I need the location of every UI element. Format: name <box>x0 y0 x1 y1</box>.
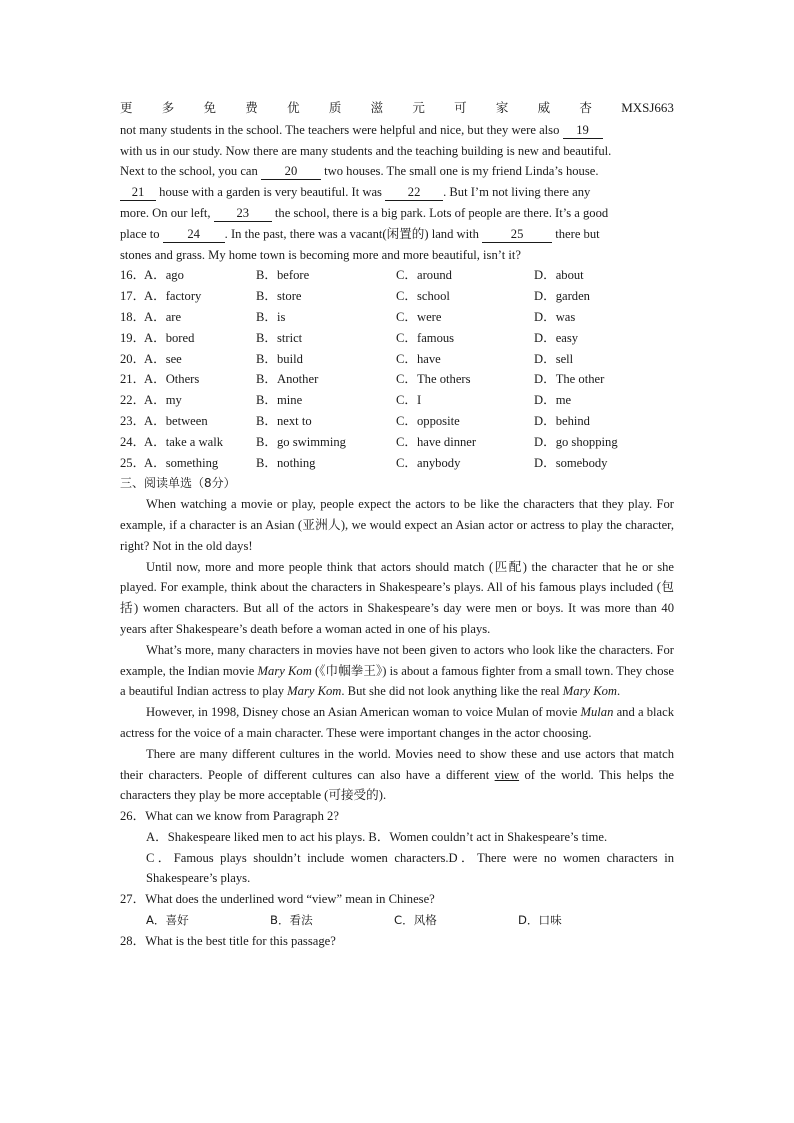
option-row: 16． A．ago B．before C．around D．about <box>120 265 674 286</box>
section-title: 三、阅读单选（8分） <box>120 476 236 491</box>
option-d[interactable]: D．me <box>534 393 572 408</box>
option-d[interactable]: D．garden <box>534 289 590 304</box>
underlined-word: view <box>494 767 520 782</box>
option-c[interactable]: C．school <box>396 289 450 304</box>
option-a[interactable]: A．ago <box>144 268 184 283</box>
option-c[interactable]: C．The others <box>396 372 471 387</box>
option-b[interactable]: B．nothing <box>256 455 316 470</box>
option-row: 22． A．my B．mine C．I D．me <box>120 390 674 411</box>
option-b[interactable]: B．is <box>256 309 286 324</box>
question-28: 28．What is the best title for this passage? <box>120 933 336 948</box>
option-row: 21． A．Others B．Another C．The others D．The other <box>120 369 674 390</box>
option-row: 20． A．see B．build C．have D．sell <box>120 349 674 370</box>
option-d[interactable]: D．was <box>534 309 576 324</box>
option-a[interactable]: A．factory <box>144 289 202 304</box>
blank-23: 23 <box>214 205 272 222</box>
header-char: 滋 <box>370 100 384 115</box>
option-c[interactable]: C．famous <box>396 330 455 345</box>
option-b[interactable]: B．go swimming <box>256 434 346 449</box>
cloze-line: not many students in the school. The teachers were helpful and nice, but they were also 19 <box>120 120 674 141</box>
header-code: MXSJ663 <box>621 100 674 115</box>
question-26: 26．What can we know from Paragraph 2? <box>120 809 339 824</box>
cloze-line: with us in our study. Now there are many students and the teaching building is new and beautiful. <box>120 143 612 158</box>
option-row: 23． A．between B．next to C．opposite D．behind <box>120 411 674 432</box>
question-26-options-ab[interactable]: A．Shakespeare liked men to act his plays. B．Women couldn’t act in Shakespeare’s time. <box>146 829 608 844</box>
movie-title: Mary Kom <box>287 684 342 699</box>
blank-22: 22 <box>385 184 443 201</box>
option-d[interactable]: D．behind <box>534 413 590 428</box>
option-b[interactable]: B．strict <box>256 330 303 345</box>
option-row: 18． A．are B．is C．were D．was <box>120 307 674 328</box>
header-char: 免 <box>203 100 217 115</box>
paragraph: There are many different cultures in the world. Movies need to show these and use actors that match their characters. People of different cultures can also have a different view of the world. This helps the characters they play be more acceptable (可接受的). <box>120 746 674 803</box>
movie-title: Mary Kom <box>257 663 312 678</box>
header-char: 多 <box>161 100 175 115</box>
option-c[interactable]: C．anybody <box>396 455 461 470</box>
question-27: 27．What does the underlined word “view” mean in Chinese? <box>120 892 435 907</box>
header-char: 家 <box>495 100 509 115</box>
option-c[interactable]: C．around <box>396 268 452 283</box>
option-a[interactable]: A．bored <box>144 330 195 345</box>
cloze-line: more. On our left, 23 the school, there is a big park. Lots of people are there. It’s a good <box>120 205 609 220</box>
option-b[interactable]: B．before <box>256 268 310 283</box>
option-d[interactable]: D．口味 <box>518 913 562 928</box>
option-row: 24． A．take a walk B．go swimming C．have dinner D．go shopping <box>120 432 674 453</box>
paragraph: What’s more, many characters in movies have not been given to actors who look like the characters. For example, the Indian movie Mary Kom (《巾帼拳王》) is about a famous fighter from a small town. They chose a beautiful Indian actress to play Mary Kom. But she did not look anything like the real Mary Kom. <box>120 642 675 699</box>
option-d[interactable]: D．somebody <box>534 455 608 470</box>
question-26-options-cd[interactable]: C．Famous plays shouldn’t include women characters.D．There were no women characters in Shakespeare’s plays. <box>146 850 674 886</box>
header-char: 威 <box>537 100 551 115</box>
option-row: 25． A．something B．nothing C．anybody D．somebody <box>120 453 674 474</box>
option-b[interactable]: B．next to <box>256 413 312 428</box>
option-b[interactable]: B．看法 <box>270 913 313 928</box>
option-c[interactable]: C．were <box>396 309 442 324</box>
paragraph: Until now, more and more people think that actors should match (匹配) the character that he or she played. For example, think about the characters in Shakespeare’s plays. All of his famous plays included (包括) women characters. But all of the actors in Shakespeare’s day were men or boys. It was more than 40 years after Shakespeare’s death before a woman acted in one of his plays. <box>120 559 674 636</box>
blank-25: 25 <box>482 226 552 243</box>
option-d[interactable]: D．sell <box>534 351 574 366</box>
header-char: 费 <box>245 100 258 115</box>
option-a[interactable]: A．take a walk <box>144 434 224 449</box>
header-char: 更 <box>120 100 133 115</box>
option-a[interactable]: A．are <box>144 309 182 324</box>
cloze-passage <box>120 120 674 266</box>
paragraph: However, in 1998, Disney chose an Asian American woman to voice Mulan of movie Mulan and a black actress for the voice of a main character. These were important changes in the actor choosing. <box>120 705 674 740</box>
option-a[interactable]: A．something <box>144 455 219 470</box>
header-char: 质 <box>328 100 342 115</box>
page-content <box>120 98 674 952</box>
question-27-options <box>120 910 674 931</box>
blank-21: 21 <box>120 184 156 201</box>
movie-title: Mulan <box>580 705 614 720</box>
option-b[interactable]: B．store <box>256 289 302 304</box>
header-char: 杏 <box>579 100 592 115</box>
option-c[interactable]: C．I <box>396 393 422 408</box>
option-d[interactable]: D．go shopping <box>534 434 618 449</box>
page-header <box>120 98 674 119</box>
option-c[interactable]: C．have dinner <box>396 434 477 449</box>
option-d[interactable]: D．The other <box>534 372 605 387</box>
blank-24: 24 <box>163 226 225 243</box>
cloze-line: Next to the school, you can 20 two houses. The small one is my friend Linda’s house. <box>120 164 599 179</box>
options-list <box>120 265 674 473</box>
option-a[interactable]: A．Others <box>144 372 200 387</box>
option-a[interactable]: A．my <box>144 393 182 408</box>
header-char: 元 <box>412 100 425 115</box>
reading-passage <box>120 494 674 806</box>
option-c[interactable]: C．have <box>396 351 441 366</box>
header-char: 优 <box>287 100 300 115</box>
blank-19: 19 <box>563 122 603 139</box>
option-a[interactable]: A．between <box>144 413 208 428</box>
cloze-line: 21 house with a garden is very beautiful. It was 22 . But I’m not living there any <box>120 182 674 203</box>
option-d[interactable]: D．about <box>534 268 584 283</box>
option-b[interactable]: B．build <box>256 351 303 366</box>
option-c[interactable]: C．opposite <box>396 413 460 428</box>
option-b[interactable]: B．Another <box>256 372 319 387</box>
option-a[interactable]: A．喜好 <box>146 913 189 928</box>
movie-title: Mary Kom <box>562 684 617 699</box>
cloze-line: stones and grass. My home town is becoming more and more beautiful, isn’t it? <box>120 247 521 262</box>
questions <box>120 806 674 952</box>
option-a[interactable]: A．see <box>144 351 182 366</box>
cloze-line: place to 24 . In the past, there was a vacant(闲置的) land with 25 there but <box>120 226 600 241</box>
option-row: 19． A．bored B．strict C．famous D．easy <box>120 328 674 349</box>
option-b[interactable]: B．mine <box>256 393 303 408</box>
header-char: 可 <box>454 100 467 115</box>
blank-20: 20 <box>261 163 321 180</box>
option-c[interactable]: C．风格 <box>394 913 437 928</box>
option-row: 17． A．factory B．store C．school D．garden <box>120 286 674 307</box>
option-d[interactable]: D．easy <box>534 330 579 345</box>
paragraph: When watching a movie or play, people expect the actors to be like the characters that they play. For example, if a character is an Asian (亚洲人), we would expect an Asian actor or actress to play the character, right? Not in the old days! <box>120 497 674 553</box>
